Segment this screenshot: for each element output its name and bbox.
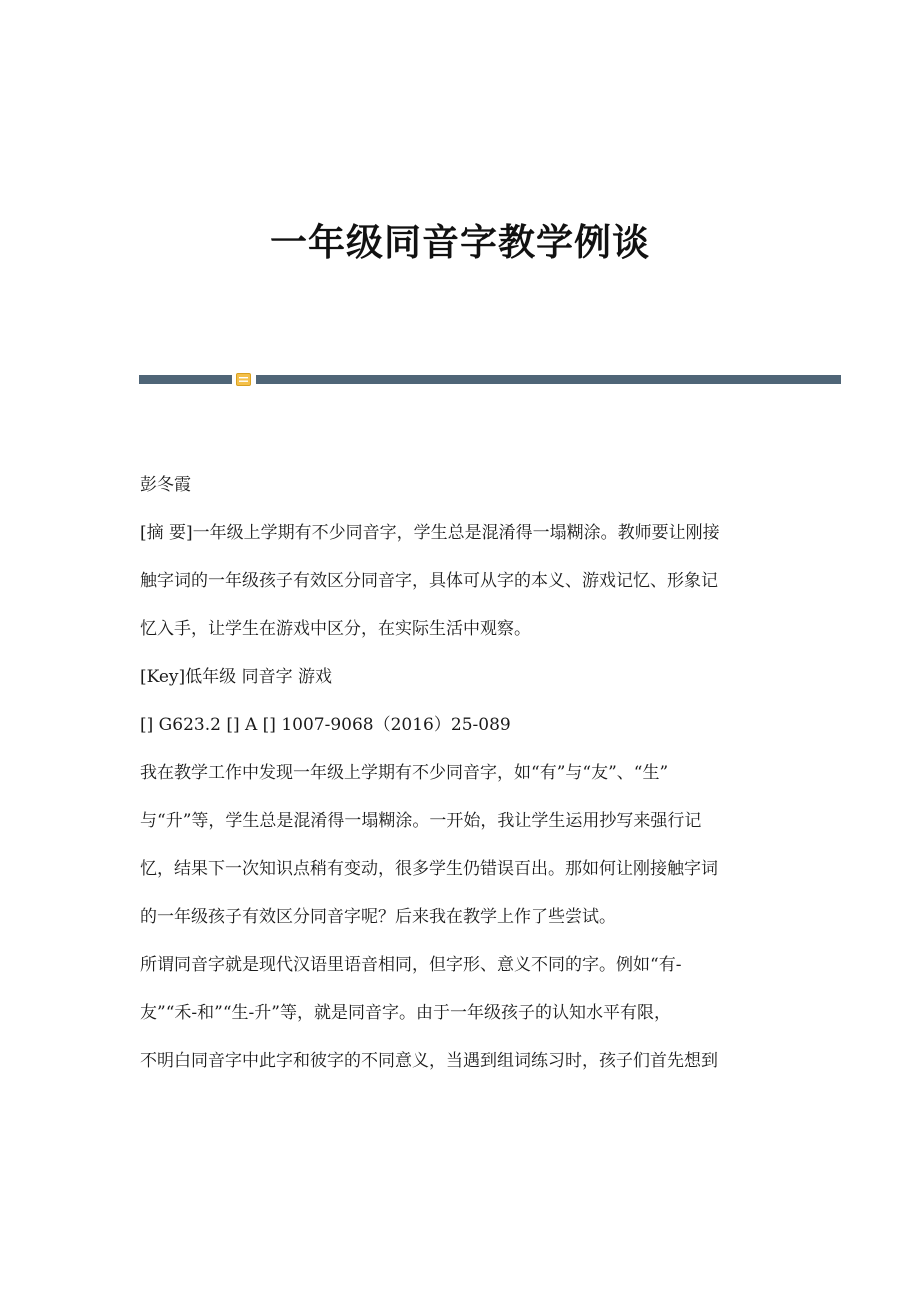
classification-codes: [] G623.2 [] A [] 1007-9068（2016）25-089 <box>140 715 511 735</box>
divider-ornament-icon <box>236 373 251 386</box>
paragraph-2 <box>140 946 785 1090</box>
abstract-line: 触字词的一年级孩子有效区分同音字，具体可从字的本义、游戏记忆、形象记 <box>140 571 718 591</box>
abstract-line: 忆入手，让学生在游戏中区分，在实际生活中观察。 <box>140 619 531 639</box>
abstract <box>140 514 785 658</box>
paragraph-line: 友”“禾-和”“生-升”等，就是同音字。由于一年级孩子的认知水平有限， <box>140 1003 671 1023</box>
divider-bar-right <box>256 375 841 384</box>
keywords: [Key]低年级 同音字 游戏 <box>140 667 332 687</box>
paragraph-line: 忆，结果下一次知识点稍有变动，很多学生仍错误百出。那如何让刚接触字词 <box>140 859 718 879</box>
paragraph-line: 不明白同音字中此字和彼字的不同意义，当遇到组词练习时，孩子们首先想到 <box>140 1051 718 1071</box>
paragraph-line: 的一年级孩子有效区分同音字呢？后来我在教学上作了些尝试。 <box>140 907 616 927</box>
title-divider <box>139 375 841 384</box>
paragraph-1 <box>140 754 785 946</box>
abstract-line: [摘 要]一年级上学期有不少同音字，学生总是混淆得一塌糊涂。教师要让刚接 <box>140 523 720 543</box>
paragraph-line: 与“升”等，学生总是混淆得一塌糊涂。一开始，我让学生运用抄写来强行记 <box>140 811 702 831</box>
paragraph-line: 所谓同音字就是现代汉语里语音相同，但字形、意义不同的字。例如“有- <box>140 955 682 975</box>
divider-bar-left <box>139 375 232 384</box>
document-title: 一年级同音字教学例谈 <box>270 221 650 264</box>
author-name: 彭冬霞 <box>140 475 191 495</box>
paragraph-line: 我在教学工作中发现一年级上学期有不少同音字，如“有”与“友”、“生” <box>140 763 669 783</box>
document-body <box>140 466 785 1090</box>
